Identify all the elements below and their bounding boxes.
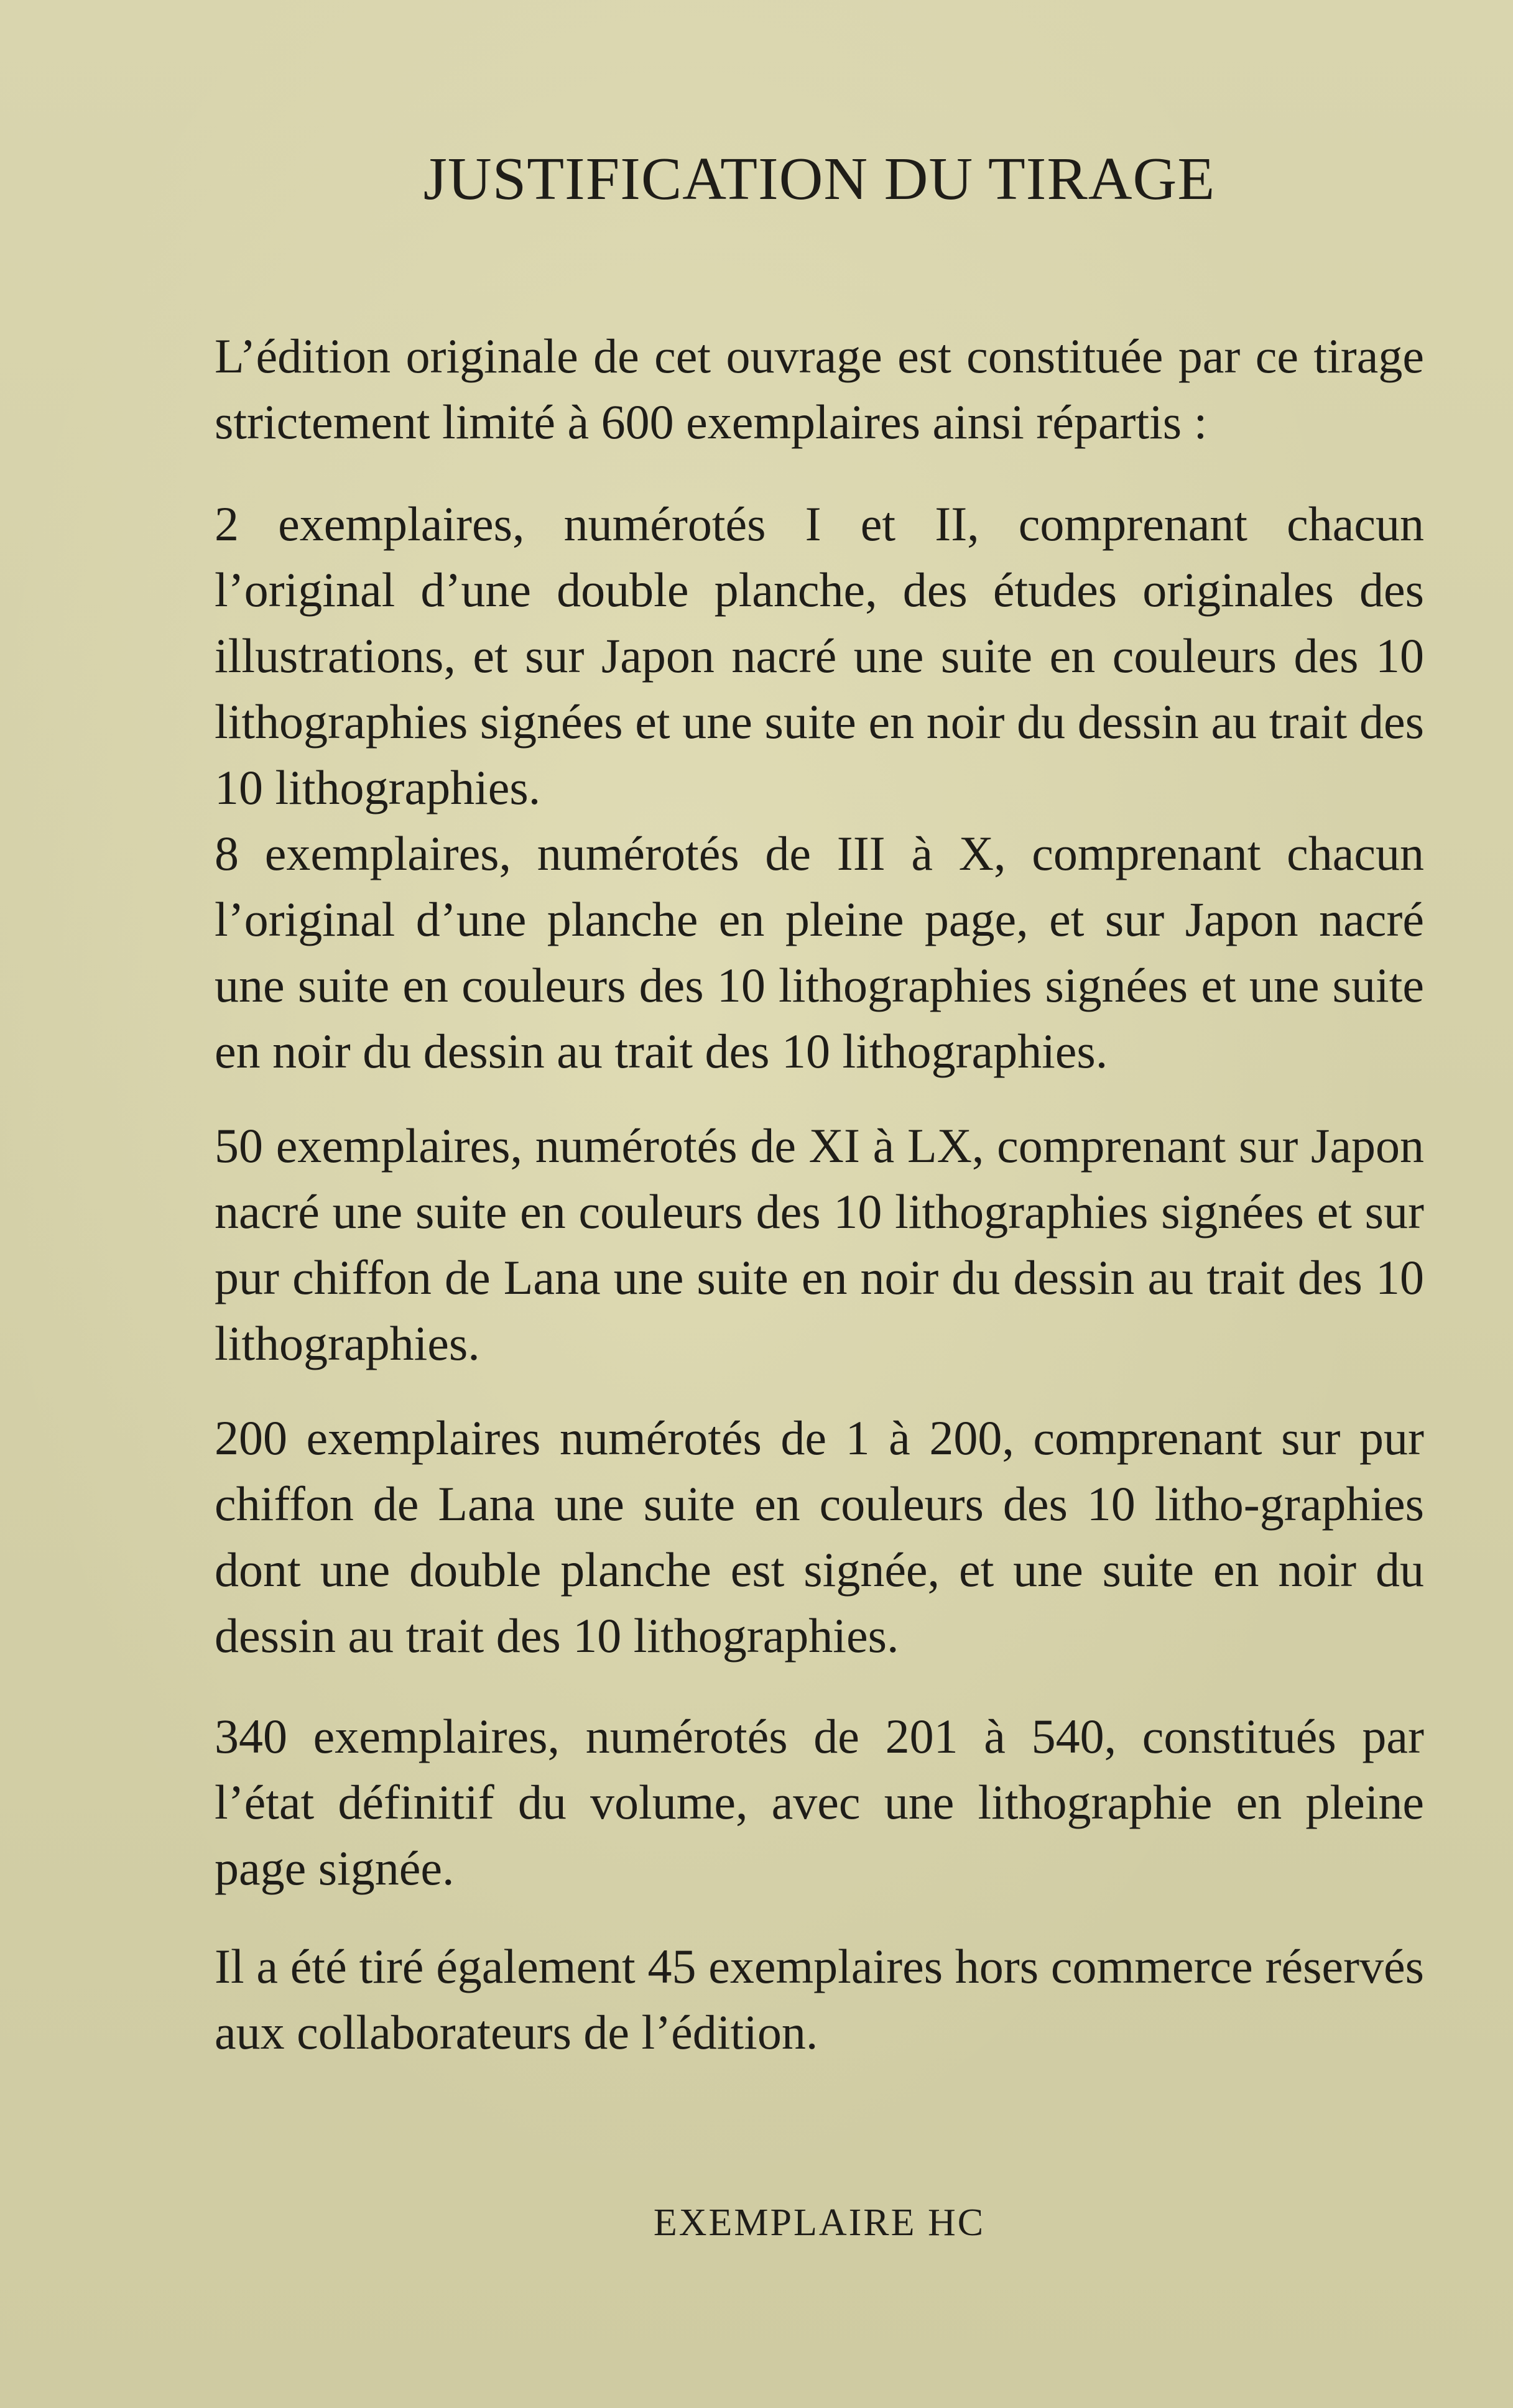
copy-designation: EXEMPLAIRE HC bbox=[653, 2202, 986, 2244]
page-title: JUSTIFICATION DU TIRAGE bbox=[423, 145, 1216, 213]
intro-paragraph: L’édition originale de cet ouvrage est constituée par ce tirage strictement limité à 600 exemplaires ainsi répartis : bbox=[215, 329, 1424, 449]
paragraph-copies-i-ii: 2 exemplaires, numérotés I et II, comprenant chacun l’original d’une double planche, des études originales des illustrations, et sur Japon nacré une suite en couleurs des 10 lithographies signées et une suite en noir du dessin au trait des 10 lithographies. bbox=[215, 497, 1424, 814]
paragraph-copies-xi-lx: 50 exemplaires, numérotés de XI à LX, comprenant sur Japon nacré une suite en couleurs des 10 lithographies signées et sur pur chiffon de Lana une suite en noir du dessin au trait des 10 lithographies. bbox=[215, 1119, 1424, 1370]
paragraph-copies-201-540: 340 exemplaires, numérotés de 201 à 540, constitués par l’état définitif du volume, avec une lithographie en pleine page signée. bbox=[215, 1709, 1424, 1895]
paragraph-copies-iii-x: 8 exemplaires, numérotés de III à X, comprenant chacun l’original d’une planche en pleine page, et sur Japon nacré une suite en couleurs des 10 lithographies signées et une suite en noir du dessin au trait des 10 lithographies. bbox=[215, 826, 1424, 1078]
paragraph-hors-commerce: Il a été tiré également 45 exemplaires hors commerce réservés aux collaborateurs de l’édition. bbox=[215, 1939, 1424, 2059]
paragraph-copies-1-200: 200 exemplaires numérotés de 1 à 200, comprenant sur pur chiffon de Lana une suite en couleurs des 10 litho-graphies dont une double planche est signée, et une suite en noir du dessin au trait des 10 lithographies. bbox=[215, 1411, 1424, 1663]
